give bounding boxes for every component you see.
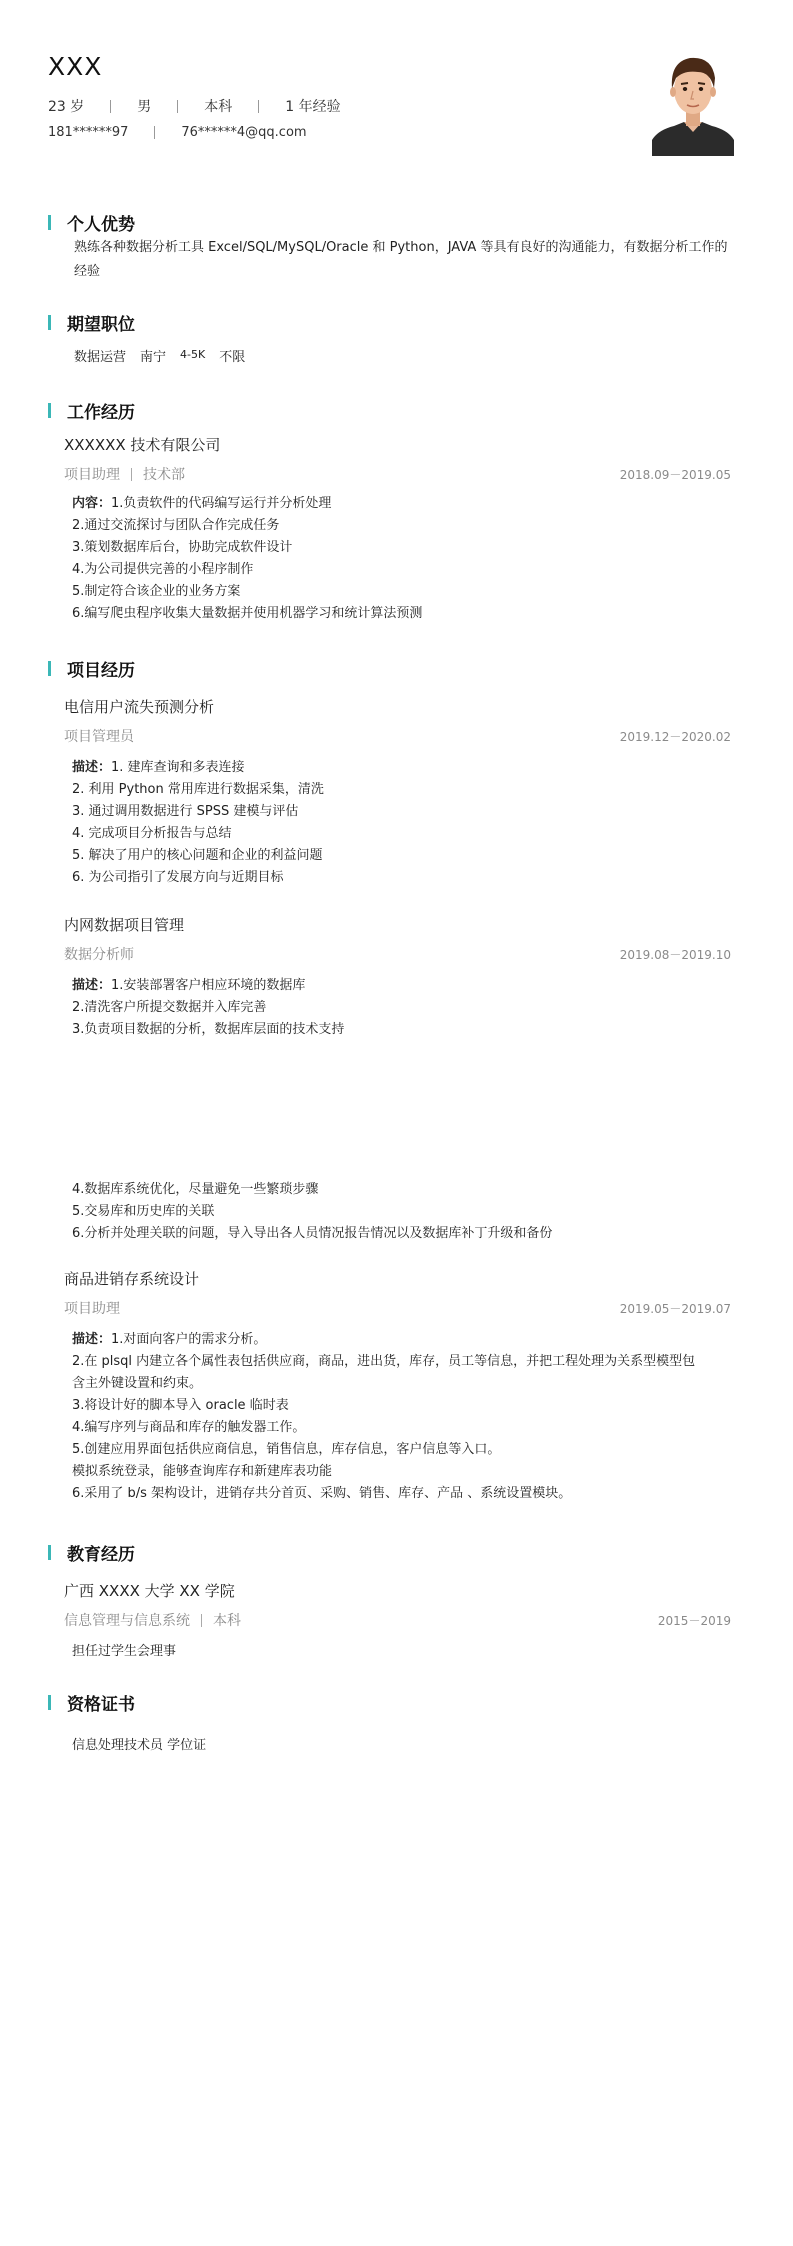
project-1-line-3: 3. 通过调用数据进行 SPSS 建模与评估 xyxy=(72,804,299,819)
project-1-date: 2019.12－2020.02 xyxy=(619,730,731,744)
project-3-line-3: 含主外键设置和约束。 xyxy=(72,1376,203,1391)
divider xyxy=(177,100,178,113)
education-date: 2015－2019 xyxy=(657,1614,731,1628)
work-line-4: 4.为公司提供完善的小程序制作 xyxy=(72,562,254,577)
project-2-line-6: 6.分析并处理关联的问题，导入导出各人员情况报告情况以及数据库补丁升级和备份 xyxy=(72,1226,553,1241)
section-title-cert xyxy=(48,1690,135,1715)
education-major: 信息管理与信息系统 xyxy=(64,1613,190,1629)
education-major-row xyxy=(64,1610,241,1630)
section-title-text: 教育经历 xyxy=(67,1545,135,1565)
project-3-date: 2019.05－2019.07 xyxy=(619,1302,731,1316)
project-2-name: 内网数据项目管理 xyxy=(64,916,185,934)
project-3-line-text: 1.对面向客户的需求分析。 xyxy=(111,1332,267,1347)
project-1-line-6: 6. 为公司指引了发展方向与近期目标 xyxy=(72,870,284,885)
section-title-text: 资格证书 xyxy=(67,1695,135,1715)
project-1-line-text: 1. 建库查询和多表连接 xyxy=(111,760,245,775)
section-title-expect xyxy=(48,310,135,335)
section-accent-bar xyxy=(48,215,51,230)
project-3-line-5: 4.编写序列与商品和库存的触发器工作。 xyxy=(72,1420,306,1435)
expect-salary: 4-5K xyxy=(180,348,206,361)
advantage-line-2: 经验 xyxy=(74,264,101,279)
work-line-2: 2.通过交流探讨与团队合作完成任务 xyxy=(72,518,280,533)
section-accent-bar xyxy=(48,315,51,330)
section-title-work xyxy=(48,398,135,423)
expect-position: 数据运营 xyxy=(74,350,127,365)
project-3-line-7: 模拟系统登录，能够查询库存和新建库表功能 xyxy=(72,1464,333,1479)
divider xyxy=(110,100,111,113)
expect-city: 南宁 xyxy=(140,350,167,365)
education-note: 担任过学生会理事 xyxy=(72,1644,177,1659)
section-title-education xyxy=(48,1540,135,1565)
work-line-text: 1.负责软件的代码编写运行并分析处理 xyxy=(111,496,332,511)
project-3-line-8: 6.采用了 b/s 架构设计，进销存共分首页、采购、销售、库存、产品 、系统设置模块。 xyxy=(72,1486,572,1501)
work-company: XXXXXX 技术有限公司 xyxy=(64,436,221,454)
work-line-3: 3.策划数据库后台，协助完成软件设计 xyxy=(72,540,293,555)
section-title-advantage xyxy=(48,210,135,235)
work-line-1 xyxy=(72,492,331,511)
project-1-line-5: 5. 解决了用户的核心问题和企业的利益问题 xyxy=(72,848,323,863)
section-title-projects xyxy=(48,656,135,681)
section-accent-bar xyxy=(48,1695,51,1710)
project-3-line-2: 2.在 plsql 内建立各个属性表包括供应商，商品，进出货，库存，员工等信息，并把工程处理为关系型模型包 xyxy=(72,1354,696,1369)
education-degree: 本科 xyxy=(213,1613,241,1629)
section-title-text: 期望职位 xyxy=(67,315,135,335)
divider xyxy=(258,100,259,113)
project-3-role: 项目助理 xyxy=(64,1301,120,1317)
section-accent-bar xyxy=(48,1545,51,1560)
divider xyxy=(154,126,155,139)
project-1-line-4: 4. 完成项目分析报告与总结 xyxy=(72,826,232,841)
project-2-date: 2019.08－2019.10 xyxy=(619,948,731,962)
work-label: 内容： xyxy=(72,496,112,511)
experience: 1 年经验 xyxy=(285,99,341,115)
work-dept: 技术部 xyxy=(143,467,185,483)
project-3-line-1 xyxy=(72,1328,266,1347)
project-2-line-5: 5.交易库和历史库的关联 xyxy=(72,1204,215,1219)
project-1-line-1 xyxy=(72,756,245,775)
project-3-line-6: 5.创建应用界面包括供应商信息，销售信息，库存信息，客户信息等入口。 xyxy=(72,1442,501,1457)
divider xyxy=(201,1614,202,1627)
project-1-line-2: 2. 利用 Python 常用库进行数据采集，清洗 xyxy=(72,782,324,797)
gender: 男 xyxy=(137,99,152,115)
cert-items: 信息处理技术员 学位证 xyxy=(72,1738,207,1753)
expect-row xyxy=(74,346,245,365)
project-3-label: 描述： xyxy=(72,1332,112,1347)
project-2-line-1 xyxy=(72,974,305,993)
project-2-role: 数据分析师 xyxy=(64,947,134,963)
candidate-name: XXX xyxy=(48,52,103,81)
project-3-line-4: 3.将设计好的脚本导入 oracle 临时表 xyxy=(72,1398,289,1413)
section-accent-bar xyxy=(48,661,51,676)
email: 76******4@qq.com xyxy=(181,125,307,140)
work-role-title: 项目助理 xyxy=(64,467,120,483)
project-2-line-text: 1.安装部署客户相应环境的数据库 xyxy=(111,978,306,993)
work-line-5: 5.制定符合该企业的业务方案 xyxy=(72,584,241,599)
project-1-label: 描述： xyxy=(72,760,112,775)
divider xyxy=(131,468,132,481)
phone: 181******97 xyxy=(48,125,129,140)
project-1-name: 电信用户流失预测分析 xyxy=(64,698,215,716)
project-2-label: 描述： xyxy=(72,978,112,993)
contact-row xyxy=(48,125,307,140)
work-date: 2018.09－2019.05 xyxy=(619,468,731,482)
work-role xyxy=(64,464,185,484)
section-title-text: 工作经历 xyxy=(67,403,135,423)
project-1-role: 项目管理员 xyxy=(64,729,134,745)
project-2-line-2: 2.清洗客户所提交数据并入库完善 xyxy=(72,1000,267,1015)
section-title-text: 个人优势 xyxy=(67,215,135,235)
advantage-line-1: 熟练各种数据分析工具 Excel/SQL/MySQL/Oracle 和 Python，JAVA 等具有良好的沟通能力，有数据分析工作的 xyxy=(74,240,728,255)
age: 23 岁 xyxy=(48,99,85,115)
section-accent-bar xyxy=(48,403,51,418)
expect-type: 不限 xyxy=(219,350,246,365)
avatar xyxy=(652,48,734,156)
work-line-6: 6.编写爬虫程序收集大量数据并使用机器学习和统计算法预测 xyxy=(72,606,423,621)
project-2-line-3: 3.负责项目数据的分析，数据库层面的技术支持 xyxy=(72,1022,345,1037)
project-3-name: 商品进销存系统设计 xyxy=(64,1270,200,1288)
basic-info-row xyxy=(48,96,341,116)
project-2-line-4: 4.数据库系统优化，尽量避免一些繁琐步骤 xyxy=(72,1182,319,1197)
education-school: 广西 XXXX 大学 XX 学院 xyxy=(64,1582,235,1600)
section-title-text: 项目经历 xyxy=(67,661,135,681)
degree: 本科 xyxy=(204,99,233,115)
